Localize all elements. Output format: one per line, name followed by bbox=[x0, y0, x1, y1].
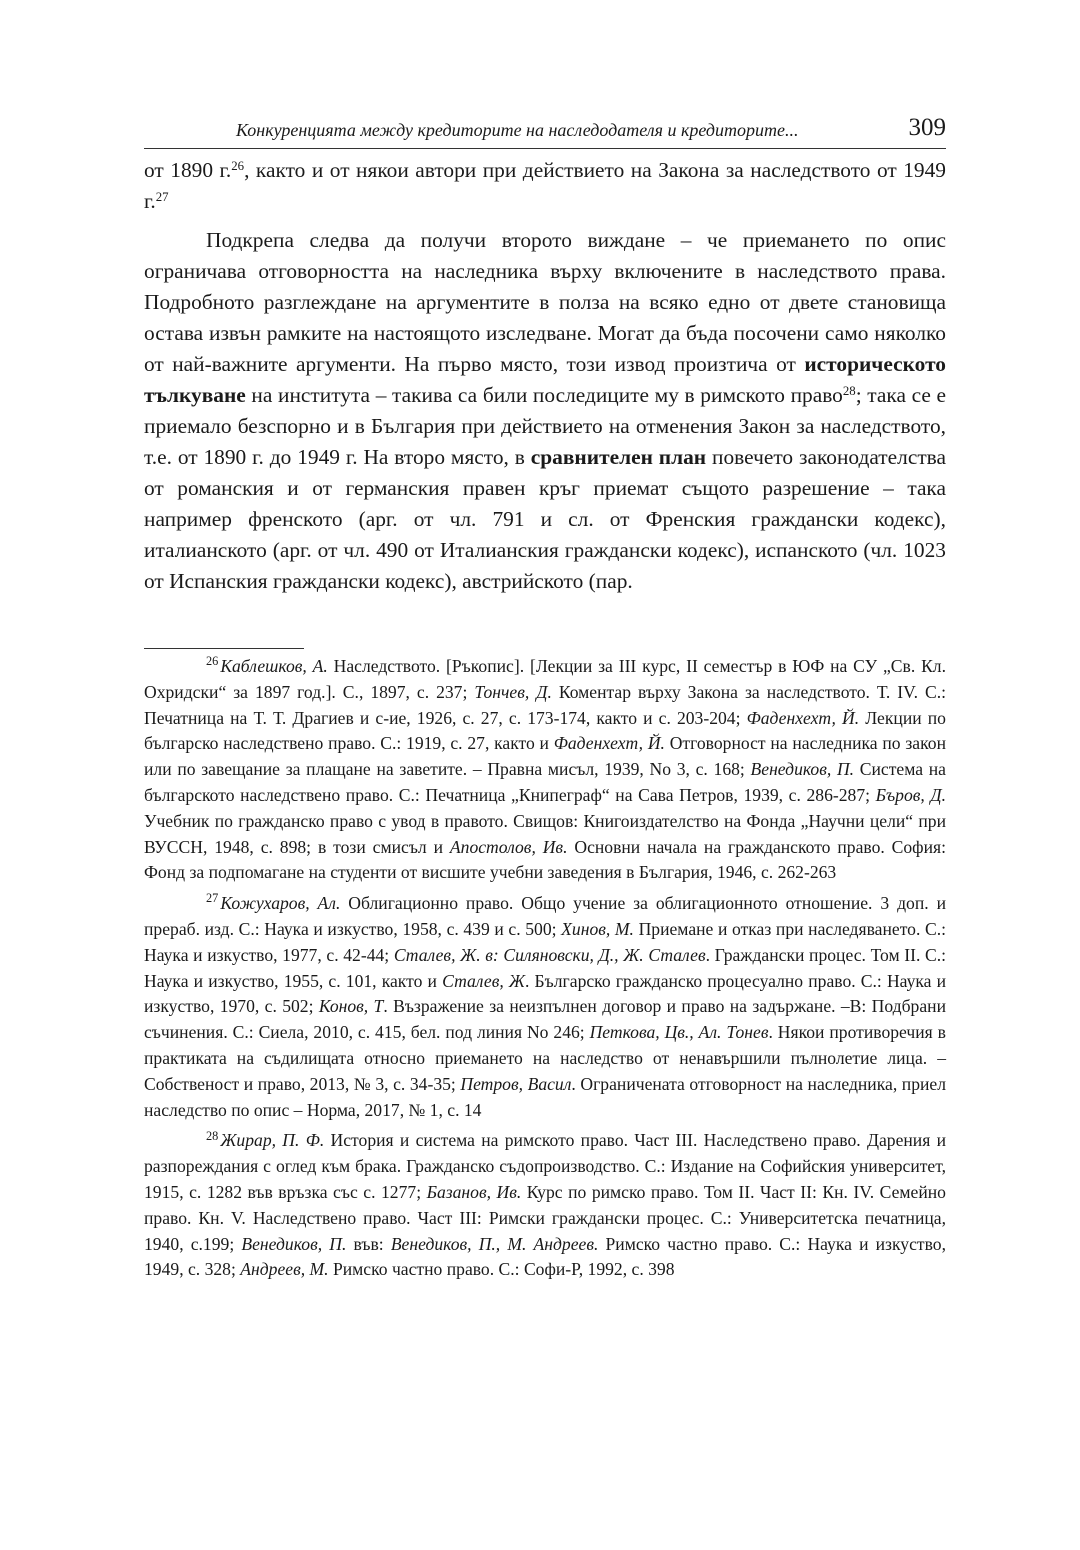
footnote-26 bbox=[144, 654, 946, 886]
fn27-author-4: Сталев, Ж bbox=[442, 970, 526, 991]
footnote-ref-26[interactable]: 26 bbox=[231, 158, 245, 173]
footnote-28 bbox=[144, 1128, 946, 1283]
fn28-author-1: Жирар, П. Ф. bbox=[220, 1130, 325, 1151]
fn26-text-1: Наследството. [Ръкопис]. [Лекции за III курс, II семестър в ЮФ на СУ „Св. Кл. Охридски“ за 1897 год.]. С., 1897, с. 237; bbox=[144, 656, 946, 702]
fn27-text-4: . Българско гражданско процесуално право. С.: Наука и изкуство, 1970, с. 502; bbox=[144, 970, 947, 1017]
footnote-number: 28 bbox=[206, 1128, 219, 1143]
fn26-text-6: Учебник по гражданско право с увод в правото. Свищов: Книгоиздателство на Фонда „Научни цели“ при ВУССН, 1948, с. 898; в този смисъл и bbox=[144, 810, 946, 857]
fn26-author-6: Бъров, Д. bbox=[875, 784, 946, 805]
fn26-text-7: Основни начала на гражданското право. София: Фонд за подпомагане на студенти от висшите учебни заведения в България, 1946, с. 262-263 bbox=[144, 836, 946, 883]
fn26-author-5: Венедиков, П. bbox=[750, 759, 855, 780]
p1-text-b: , както и от някои автори при действието на Закона за наследството от 1949 г. bbox=[144, 158, 946, 213]
fn26-text-5: Система на българското наследствено право. С.: Печатница „Книпеграф“ на Сава Петров, 1939, с. 286-287; bbox=[144, 759, 946, 805]
fn28-author-4: Венедиков, П., М. Андреев. bbox=[390, 1233, 599, 1254]
bold-comparative-plan: сравнителен план bbox=[530, 445, 707, 469]
fn27-text-2: Приемане и отказ при наследяването. С.: Наука и изкуство, 1977, с. 42-44; bbox=[144, 918, 946, 965]
fn28-text-4: Римско частно право. С.: Наука и изкуство, 1949, с. 328; bbox=[144, 1233, 946, 1280]
fn27-text-1: Облигационно право. Общо учение за облигационното отношение. 3 доп. и прераб. изд. С.: Наука и изкуство, 1958, с. 439 и с. 500; bbox=[144, 893, 946, 939]
paragraph-1 bbox=[144, 155, 946, 217]
fn28-text-3: във: bbox=[353, 1233, 384, 1254]
fn27-author-2: Хинов, М. bbox=[561, 918, 634, 939]
p2-text-d: повечето законодателства от романския и от германския правен кръг приемат същото разрешение – така например френското (арг. от чл. 791 и сл. от Френския граждански кодекс), италианското (арг. от чл. 490 от Италианския граждански кодекс), испанското (чл. 1023 от Испанския граждански кодекс), австрийското (пар. bbox=[144, 445, 946, 593]
fn26-text-3: Лекции по българско наследствено право. С.: 1919, с. 27, както и bbox=[144, 707, 946, 754]
page-number: 309 bbox=[908, 114, 946, 141]
fn28-text-2: Курс по римско право. Том II. Част II: Кн. IV. Семейно право. Кн. V. Наследствено право. Част III: Римски граждански процес. С.: Университетска печатница, 1940, с.199; bbox=[144, 1181, 946, 1254]
footnote-27 bbox=[144, 891, 946, 1123]
p1-text-a: от 1890 г. bbox=[144, 158, 232, 182]
fn28-author-5: Андреев, М. bbox=[240, 1259, 329, 1280]
fn27-author-6: Петкова, Цв., Ал. Тонев bbox=[589, 1022, 769, 1043]
fn26-text-2: Коментар върху Закона за наследството. Т. IV. С.: Печатница на Т. Т. Драгиев и с-ие, 1926, с. 27, с. 173-174, както и с. 203-204; bbox=[144, 681, 947, 728]
fn27-author-7: Петров, Васил bbox=[460, 1073, 572, 1094]
fn26-author-4: Фаденхехт, Й. bbox=[553, 733, 665, 754]
fn27-author-5: Конов, Т bbox=[318, 996, 384, 1017]
fn26-author-3: Фаденхехт, Й. bbox=[746, 707, 860, 728]
footnote-separator bbox=[144, 648, 304, 649]
footnote-number: 26 bbox=[206, 654, 219, 669]
fn27-text-3: . Граждански процес. Том II. С.: Наука и изкуство, 1955, с. 101, както и bbox=[144, 944, 946, 991]
fn27-text-5: . Възражение за неизпълнен договор и право на задържане. –В: Подбрани съчинения. С.: Сиела, 2010, с. 415, бел. под линия No 246; bbox=[144, 996, 946, 1043]
fn28-text-5: Римско частно право. С.: Софи-Р, 1992, с. 398 bbox=[332, 1259, 675, 1280]
fn27-author-1: Кожухаров, Ал. bbox=[220, 893, 341, 914]
fn27-text-7: . Ограничената отговорност на наследника, приел наследство по опис – Норма, 2017, № 1, с. 14 bbox=[144, 1073, 946, 1120]
fn26-author-2: Тончев, Д. bbox=[474, 681, 552, 702]
p2-text-a: Подкрепа следва да получи второто виждане – че приемането по опис ограничава отговорността на наследника върху включените в наследството права. Подробното разглеждане на аргументите в полза на всяко едно от двете становища остава извън рамките на настоящото изследване. Могат да бъда посочени само няколко от най-важните аргументи. На първо място, този извод произтича от bbox=[144, 228, 946, 376]
paragraph-2 bbox=[144, 225, 946, 597]
fn26-author-1: Каблешков, А. bbox=[220, 656, 328, 676]
footnotes bbox=[144, 654, 946, 1283]
fn28-text-1: История и система на римското право. Част III. Наследствено право. Дарения и разпореждания с оглед към брака. Гражданско съдопроизводство. С.: Издание на Софийския университет, 1915, с. 1282 във връзка със с. 1277; bbox=[144, 1130, 947, 1202]
main-text bbox=[144, 155, 946, 597]
fn27-text-6: . Някои противоречия в практиката на съдилищата относно приемането на наследство от ненавършили пълнолетие лица. – Собственост и право, 2013, № 3, с. 34-35; bbox=[144, 1022, 946, 1094]
fn26-author-7: Апостолов, Ив. bbox=[449, 836, 568, 857]
p2-text-b: на института – такива са били последиците му в римското право bbox=[251, 383, 843, 407]
footnote-number: 27 bbox=[206, 891, 219, 906]
running-title: Конкуренцията между кредиторите на наследодателя и кредиторите... bbox=[236, 120, 799, 140]
fn28-author-3: Венедиков, П. bbox=[241, 1233, 347, 1254]
footnote-ref-27[interactable]: 27 bbox=[155, 189, 169, 204]
running-header bbox=[144, 112, 946, 149]
fn27-author-3: Сталев, Ж. в: Силяновски, Д., Ж. Сталев bbox=[393, 944, 706, 965]
bold-historical-interpretation: историческото тълкуване bbox=[144, 352, 946, 407]
fn28-author-2: Базанов, Ив. bbox=[426, 1181, 522, 1202]
fn26-text-4: Отговорност на наследника по закон или по завещание за плащане на заветите. – Правна мисъл, 1939, No 3, с. 168; bbox=[144, 733, 946, 780]
footnote-ref-28[interactable]: 28 bbox=[842, 383, 856, 398]
p2-text-c: ; така се е приемало безспорно и в България при действието на отменения Закон за наследството, т.е. от 1890 г. до 1949 г. На второ място, в bbox=[144, 383, 946, 469]
